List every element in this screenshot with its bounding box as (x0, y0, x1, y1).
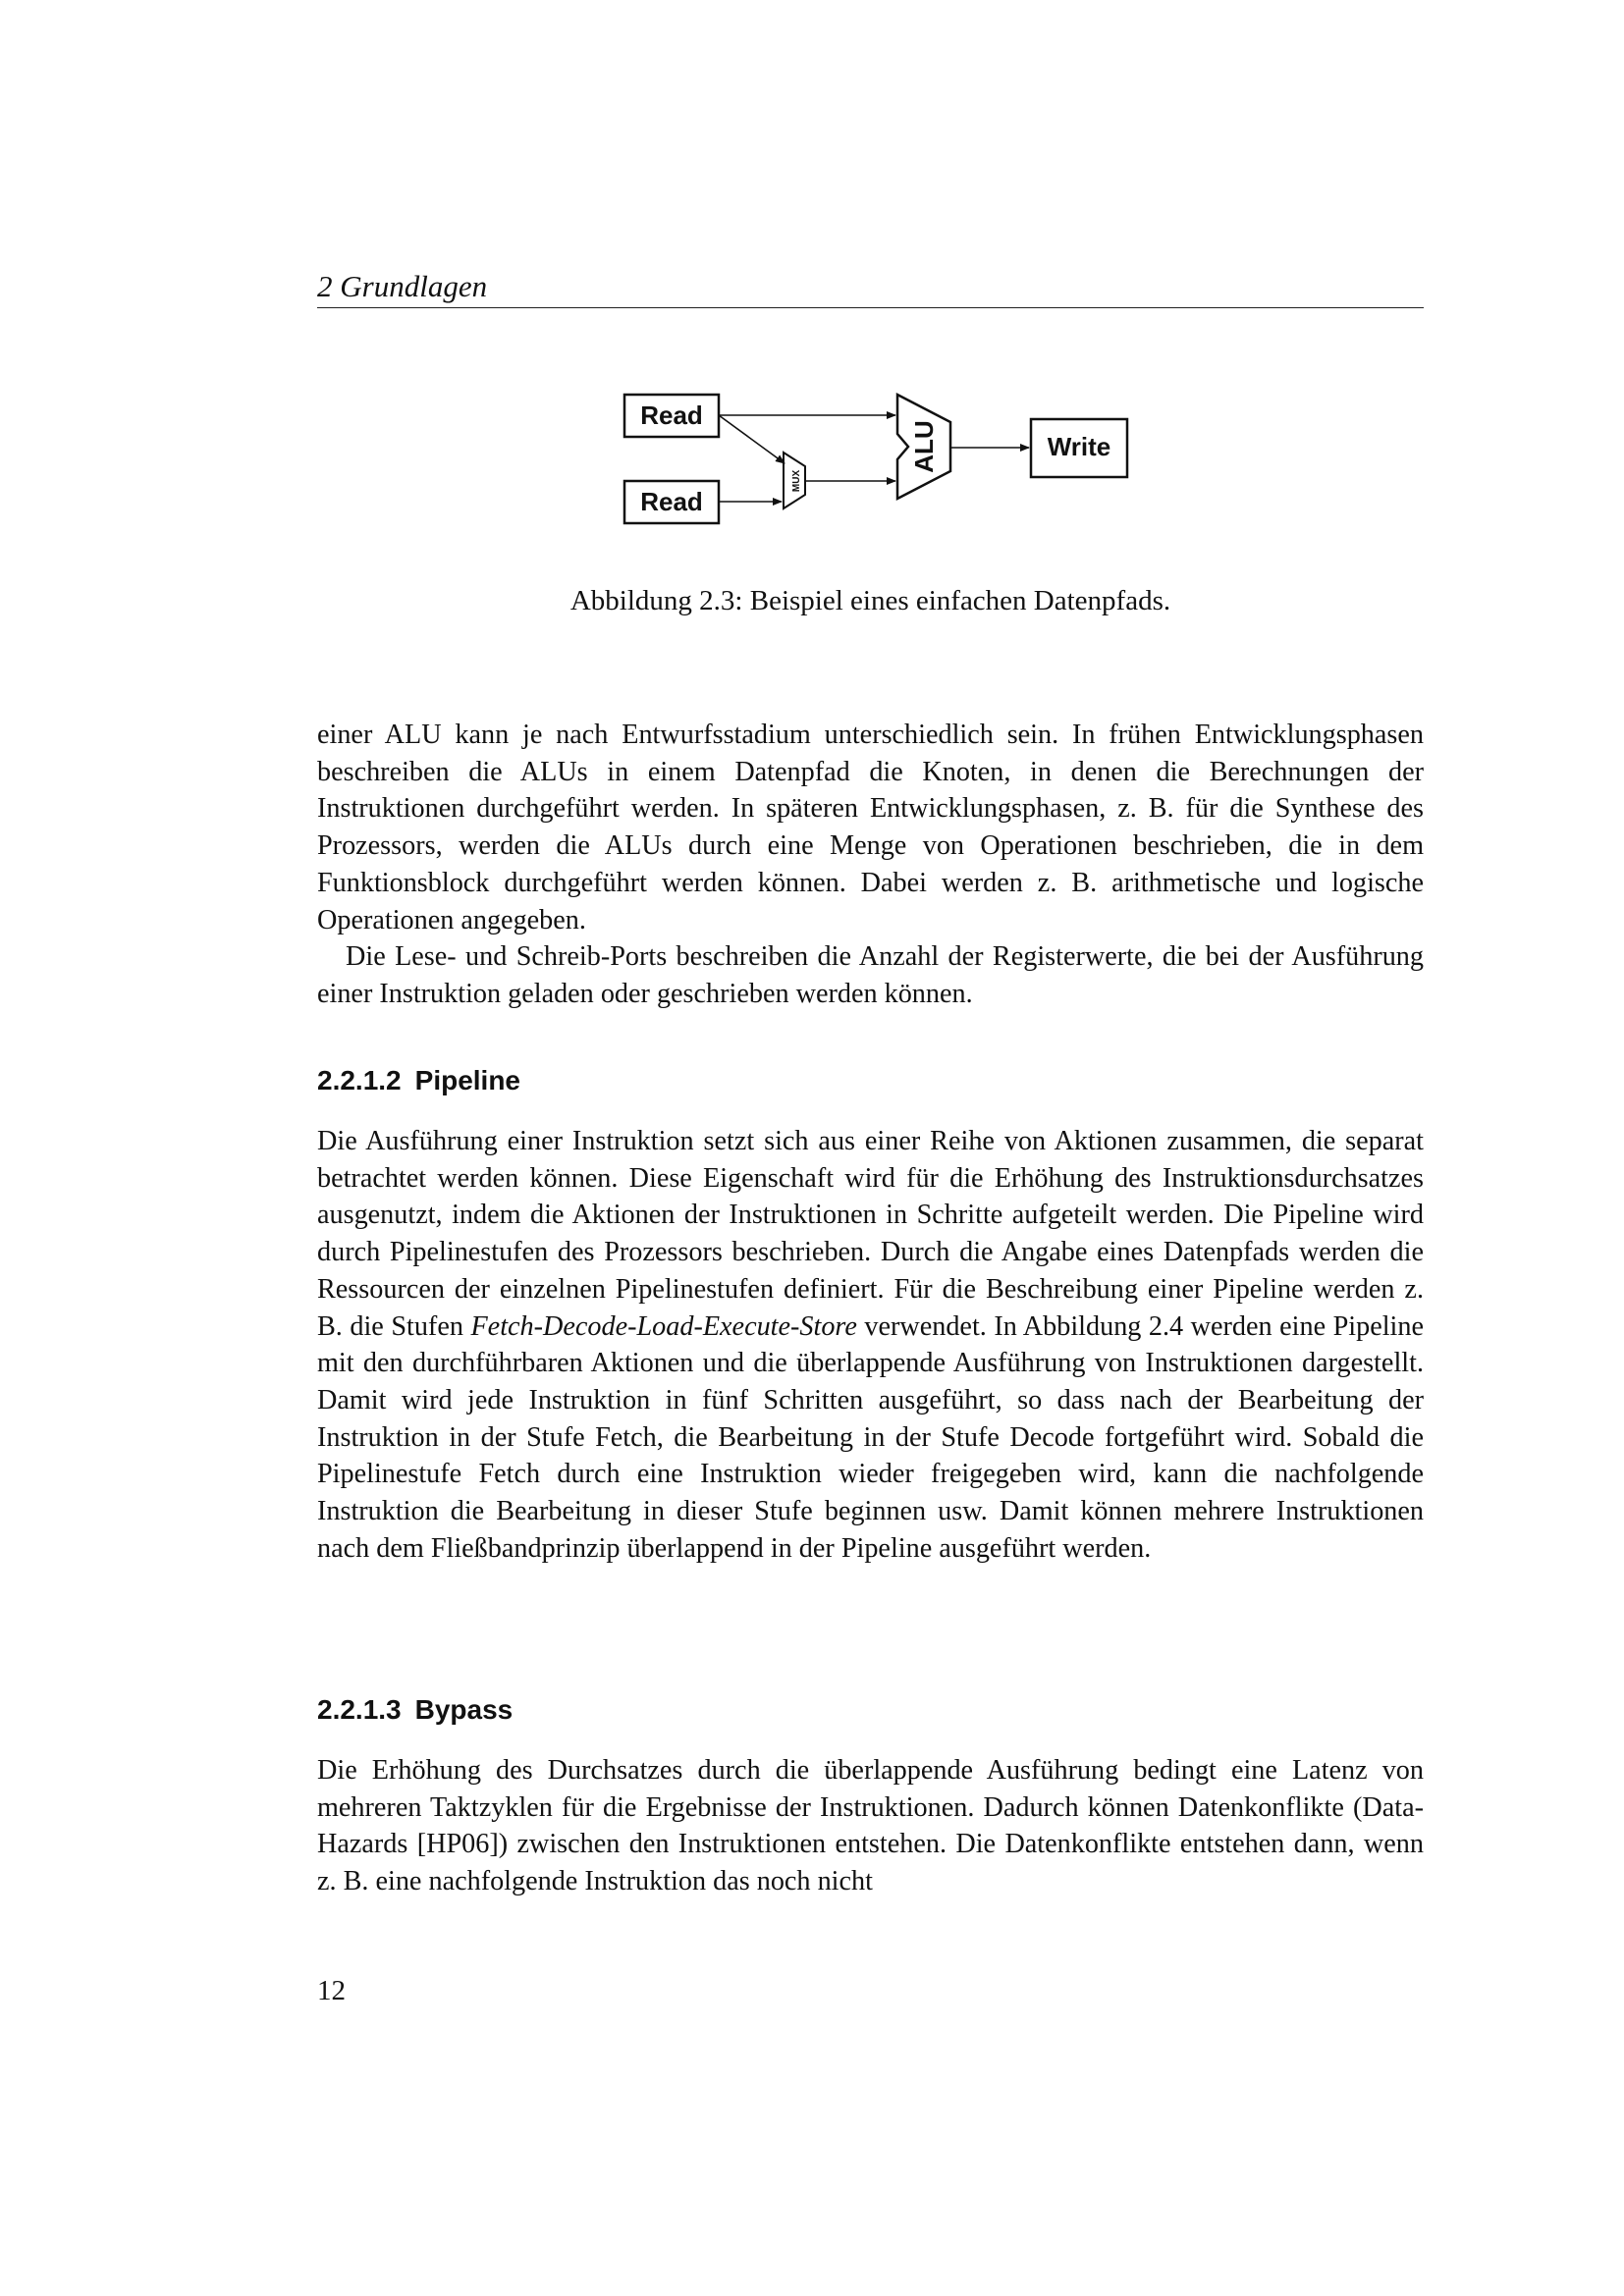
pipeline-text-part-2: verwendet. In Abbildung 2.4 werden eine Pipeline mit den durchführbaren Aktionen und die überlappende Ausführung von Instruktionen dargestellt. Damit wird jede Instruktion in fünf Schritten ausgeführt, so dass nach der Bearbeitung der Instruktion in der Stufe Fetch, die Bearbeitung in der Stufe Decode fortgeführt wird. Sobald die Pipelinestufe Fetch durch eine Instruktion wieder freigegeben wird, kann die nachfolgende Instruktion die Bearbeitung in dieser Stufe beginnen usw. Damit können mehrere Instruktionen nach dem Fließbandprinzip überlappend in der Pipeline ausgeführt werden. (317, 1310, 1424, 1564)
datapath-diagram (609, 383, 1159, 530)
bypass-text (317, 1752, 1424, 1900)
intro-paragraph-1: einer ALU kann je nach Entwurfsstadium unterschiedlich sein. In frühen Entwicklungsphasen beschreiben die ALUs in einem Datenpfad die Knoten, in denen die Berechnungen der Instruktionen durchgeführt werden. In späteren Entwicklungsphasen, z. B. für die Synthese des Prozessors, werden die ALUs durch eine Menge von Operationen beschrieben, die in dem Funktionsblock durchgeführt werden können. Dabei werden z. B. arithmetische und logische Operationen angegeben. (317, 720, 1424, 935)
section-number: 2.2.1.2 (317, 1065, 402, 1095)
mux-block (784, 453, 805, 508)
mux-label: MUX (791, 469, 802, 493)
pipeline-text (317, 1123, 1424, 1567)
read-bottom-label: Read (640, 487, 703, 516)
pipeline-text-part-1: Die Ausführung einer Instruktion setzt sich aus einer Reihe von Aktionen zusammen, die separat betrachtet werden können. Diese Eigenschaft wird für die Erhöhung des Instruktionsdurchsatzes ausgenutzt, indem die Aktionen der Instruktionen in Schritte aufgeteilt werden. Die Pipeline wird durch Pipelinestufen des Prozessors beschrieben. Durch die Angabe eines Datenpfads werden die Ressourcen der einzelnen Pipelinestufen definiert. Für die Beschreibung einer Pipeline werden z. B. die Stufen (317, 1126, 1424, 1342)
alu-block (897, 395, 950, 499)
read-top-to-mux-arrow (719, 415, 785, 463)
write-label: Write (1047, 432, 1111, 461)
running-head: 2 Grundlagen (317, 269, 488, 303)
read-block-top (624, 395, 719, 437)
pipeline-paragraph (317, 1123, 1424, 1567)
datapath-figure (609, 383, 1159, 530)
page-number: 12 (317, 1975, 346, 2006)
write-block (1031, 419, 1127, 477)
intro-text (317, 717, 1424, 1013)
section-heading-pipeline (317, 1063, 1424, 1098)
section-title: Pipeline (414, 1065, 521, 1095)
pipeline-stages-emphasis: Fetch-Decode-Load-Execute-Store (470, 1310, 857, 1342)
header-rule (317, 307, 1424, 308)
read-block-bottom (624, 481, 719, 523)
figure-caption: Abbildung 2.3: Beispiel eines einfachen Datenpfads. (569, 585, 1171, 616)
section-title: Bypass (414, 1694, 514, 1725)
section-number: 2.2.1.3 (317, 1694, 402, 1725)
read-top-label: Read (640, 400, 703, 430)
alu-label: ALU (909, 420, 939, 473)
bypass-paragraph: Die Erhöhung des Durchsatzes durch die überlappende Ausführung bedingt eine Latenz von mehreren Taktzyklen für die Ergebnisse der Instruktionen. Dadurch können Datenkonflikte (Data-Hazards [HP06]) zwischen den Instruktionen entstehen. Die Datenkonflikte entstehen dann, wenn z. B. eine nachfolgende Instruktion das noch nicht (317, 1755, 1424, 1897)
section-heading-bypass (317, 1692, 1424, 1728)
intro-paragraph-2: Die Lese- und Schreib-Ports beschreiben die Anzahl der Registerwerte, die bei der Ausführung einer Instruktion geladen oder geschrieben werden können. (317, 941, 1424, 1009)
